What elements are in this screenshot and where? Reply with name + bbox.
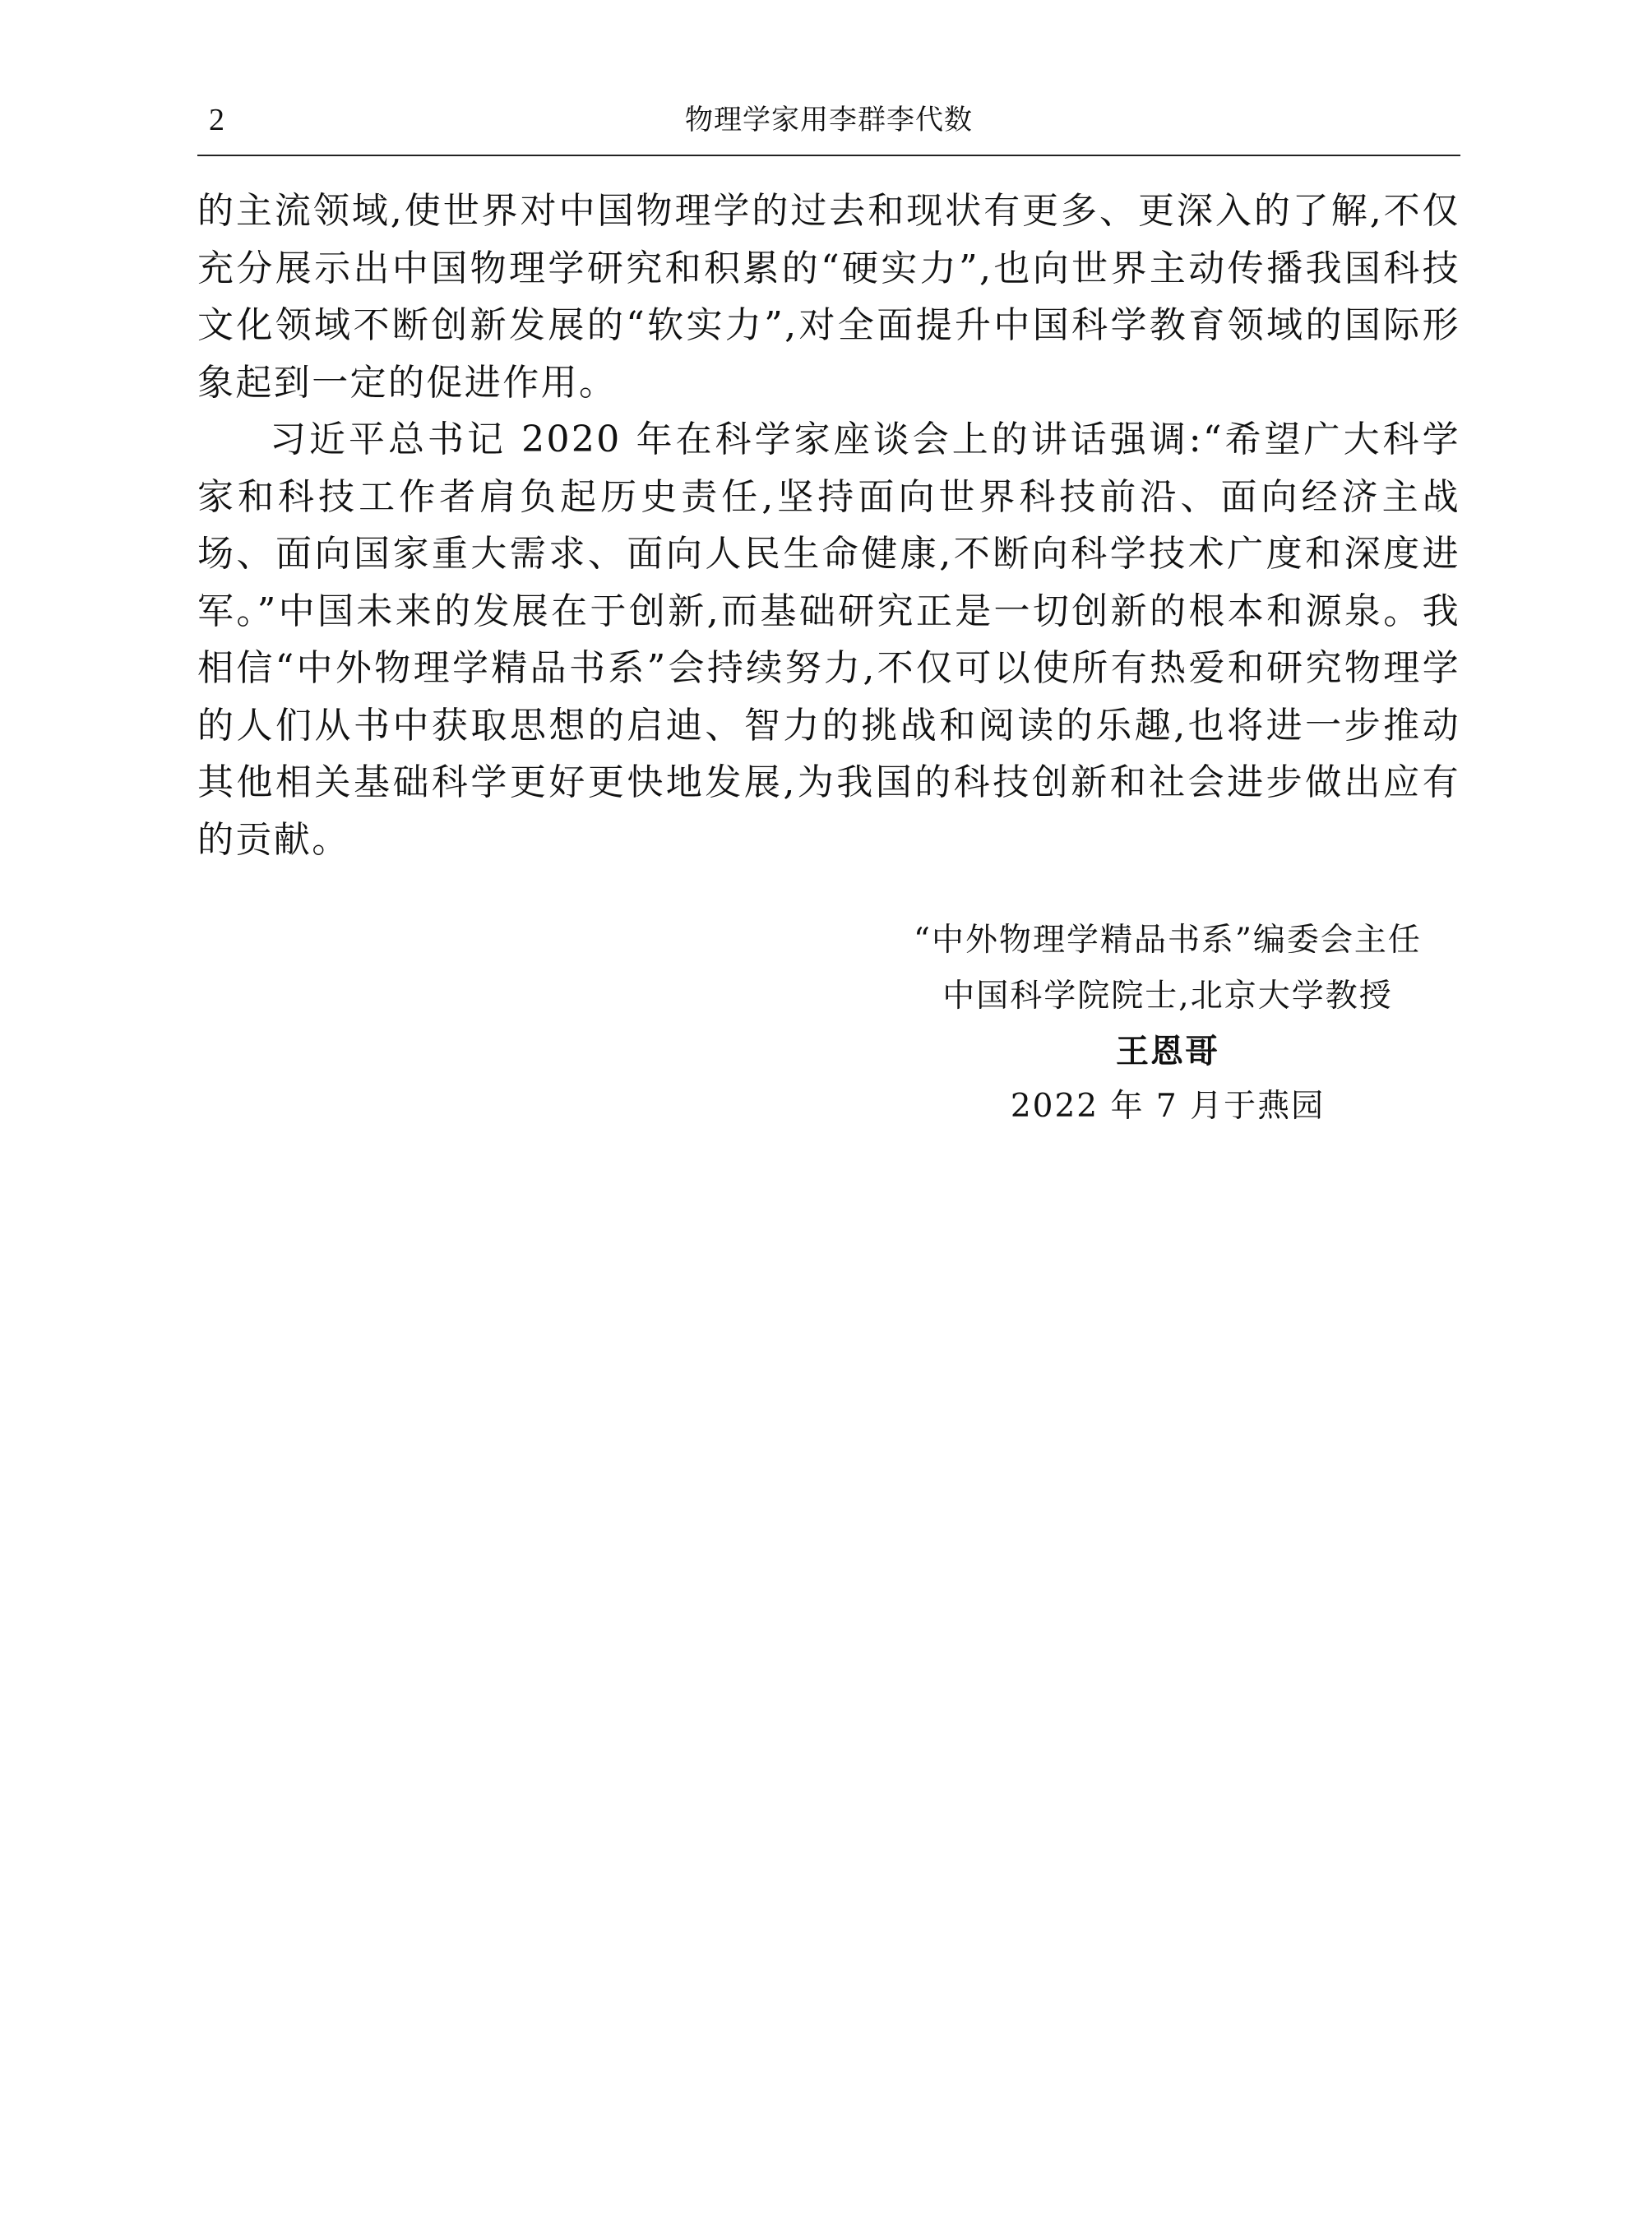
running-title: 物理学家用李群李代数 <box>685 104 973 136</box>
page-header <box>197 97 1460 156</box>
body-text <box>197 183 1460 868</box>
signature-block <box>872 913 1464 1135</box>
paragraph-continued: 的主流领域,使世界对中国物理学的过去和现状有更多、更深入的了解,不仅充分展示出中国物理学研究和积累的“硬实力”,也向世界主动传播我国科技文化领域不断创新发展的“软实力”,对全面提升中国科学教育领域的国际形象起到一定的促进作用。 <box>197 190 1460 404</box>
signature-date: 2022 年 7 月于燕园 <box>1010 1088 1326 1125</box>
page-number: 2 <box>209 103 224 137</box>
signature-affiliation: 中国科学院院士,北京大学教授 <box>942 978 1393 1015</box>
paragraph: 习近平总书记 2020 年在科学家座谈会上的讲话强调:“希望广大科学家和科技工作者肩负起历史责任,坚持面向世界科技前沿、面向经济主战场、面向国家重大需求、面向人民生命健康,不断向科学技术广度和深度进军。”中国未来的发展在于创新,而基础研究正是一切创新的根本和源泉。我相信“中外物理学精品书系”会持续努力,不仅可以使所有热爱和研究物理学的人们从书中获取思想的启迪、智力的挑战和阅读的乐趣,也将进一步推动其他相关基础科学更好更快地发展,为我国的科技创新和社会进步做出应有的贡献。 <box>197 419 1460 861</box>
signature-role: “中外物理学精品书系”编委会主任 <box>914 922 1422 959</box>
signature-name: 王恩哥 <box>1116 1033 1219 1071</box>
